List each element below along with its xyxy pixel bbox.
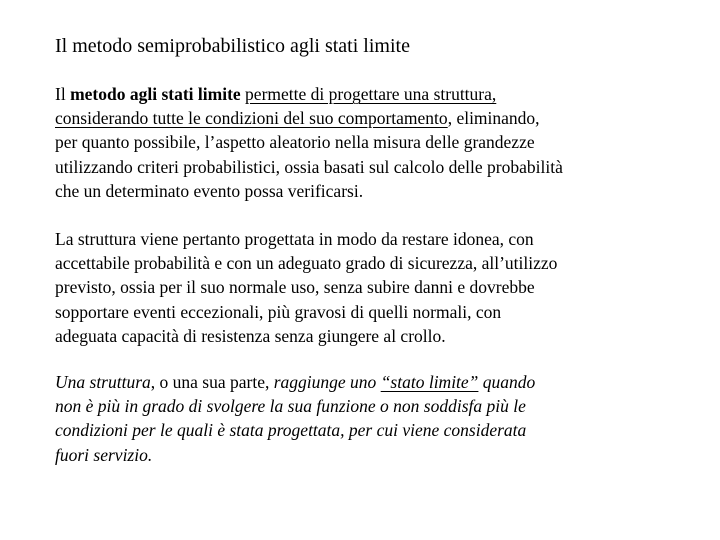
- paragraph-line: [55, 106, 655, 130]
- paragraph-line: adeguata capacità di resistenza senza giungere al crollo.: [55, 325, 446, 346]
- bold-term: metodo agli stati limite: [70, 84, 241, 104]
- paragraph-design-purpose: [55, 227, 655, 348]
- paragraph-line: fuori servizio.: [55, 444, 153, 465]
- paragraph-line: La struttura viene pertanto progettata in modo da restare idonea, con: [55, 229, 534, 249]
- italic-run: quando: [478, 372, 536, 392]
- paragraph-line: [55, 370, 655, 394]
- paragraph-line: utilizzando criteri probabilistici, ossia basati sul calcolo delle probabilità: [55, 156, 563, 177]
- italic-run: raggiunge uno: [273, 372, 381, 392]
- paragraph-line: condizioni per le quali è stata progettata, per cui viene considerata: [55, 420, 527, 441]
- paragraph-line: [55, 82, 655, 106]
- paragraph-line: previsto, ossia per il suo normale uso, senza subire danni e dovrebbe: [55, 277, 535, 298]
- paragraph-line: non è più in grado di svolgere la sua funzione o non soddisfa più le: [55, 396, 526, 417]
- paragraph-limit-state: [55, 370, 655, 467]
- paragraph-definition: [55, 82, 655, 203]
- page-title: Il metodo semiprobabilistico agli stati limite: [55, 35, 410, 57]
- text-run: Il: [55, 84, 71, 104]
- paragraph-line: che un determinato evento possa verificarsi.: [55, 180, 364, 201]
- underlined-term: “stato limite”: [380, 372, 479, 392]
- italic-run: Una struttura: [55, 372, 151, 392]
- paragraph-line: per quanto possibile, l’aspetto aleatorio nella misura delle grandezze: [55, 132, 535, 153]
- underlined-phrase: permette di progettare una struttura,: [245, 84, 497, 104]
- text-run: , o una sua parte,: [150, 372, 274, 392]
- paragraph-line: sopportare eventi eccezionali, più gravosi di quelli normali, con: [55, 301, 502, 322]
- underlined-phrase: considerando tutte le condizioni del suo comportamento: [55, 108, 448, 129]
- text-run: , eliminando,: [447, 108, 540, 129]
- paragraph-line: accettabile probabilità e con un adeguato grado di sicurezza, all’utilizzo: [55, 253, 558, 274]
